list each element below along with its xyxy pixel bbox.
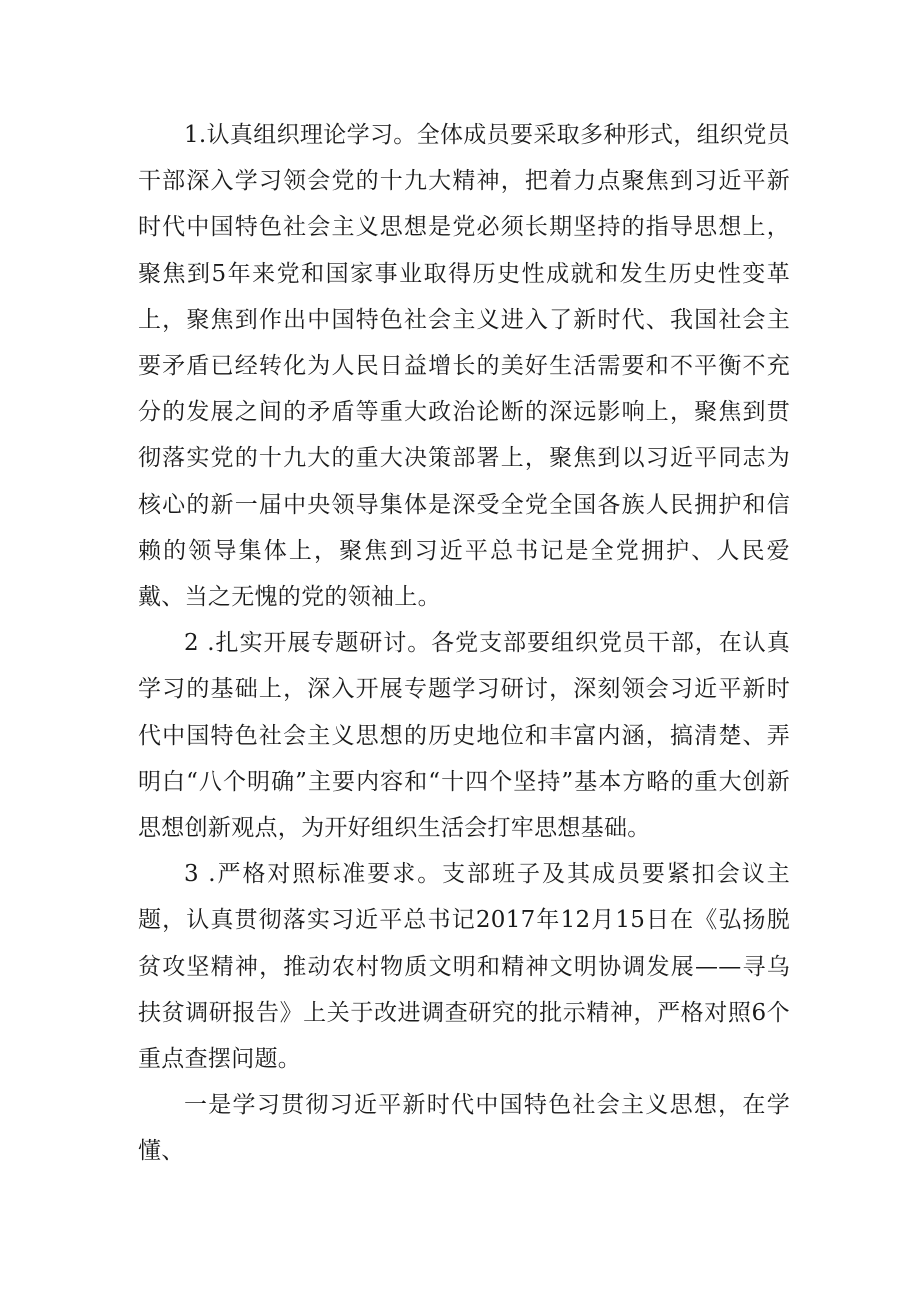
paragraph-1: 1.认真组织理论学习。全体成员要采取多种形式，组织党员干部深入学习领会党的十九大精神，把着力点聚焦到习近平新时代中国特色社会主义思想是党必须长期坚持的指导思想上，聚焦到5年来党和国家事业取得历史性成就和发生历史性变革上，聚焦到作出中国特色社会主义进入了新时代、我国社会主要矛盾已经转化为人民日益增长的美好生活需要和不平衡不充分的发展之间的矛盾等重大政治论断的深远影响上，聚焦到贯彻落实党的十九大的重大决策部署上，聚焦到以习近平同志为核心的新一届中央领导集体是深受全党全国各族人民拥护和信赖的领导集体上，聚焦到习近平总书记是全党拥护、人民爱戴、当之无愧的党的领袖上。 xyxy=(138,122,790,611)
paragraph-2: 2 .扎实开展专题研讨。各党支部要组织党员干部，在认真学习的基础上，深入开展专题学习研讨，深刻领会习近平新时代中国特色社会主义思想的历史地位和丰富内涵，搞清楚、弄明白“八个明确”主要内容和“十四个坚持”基本方略的重大创新思想创新观点，为开好组织生活会打牢思想基础。 xyxy=(138,630,790,842)
paragraph-3: 3 .严格对照标准要求。支部班子及其成员要紧扣会议主题，认真贯彻落实习近平总书记2017年12月15日在《弘扬脱贫攻坚精神，推动农村物质文明和精神文明协调发展——寻乌扶贫调研报告》上关于改进调查研究的批示精神，严格对照6个重点查摆问题。 xyxy=(138,861,790,1073)
paragraph-4: 一是学习贯彻习近平新时代中国特色社会主义思想，在学懂、 xyxy=(138,1092,790,1165)
document-body xyxy=(138,112,790,1175)
